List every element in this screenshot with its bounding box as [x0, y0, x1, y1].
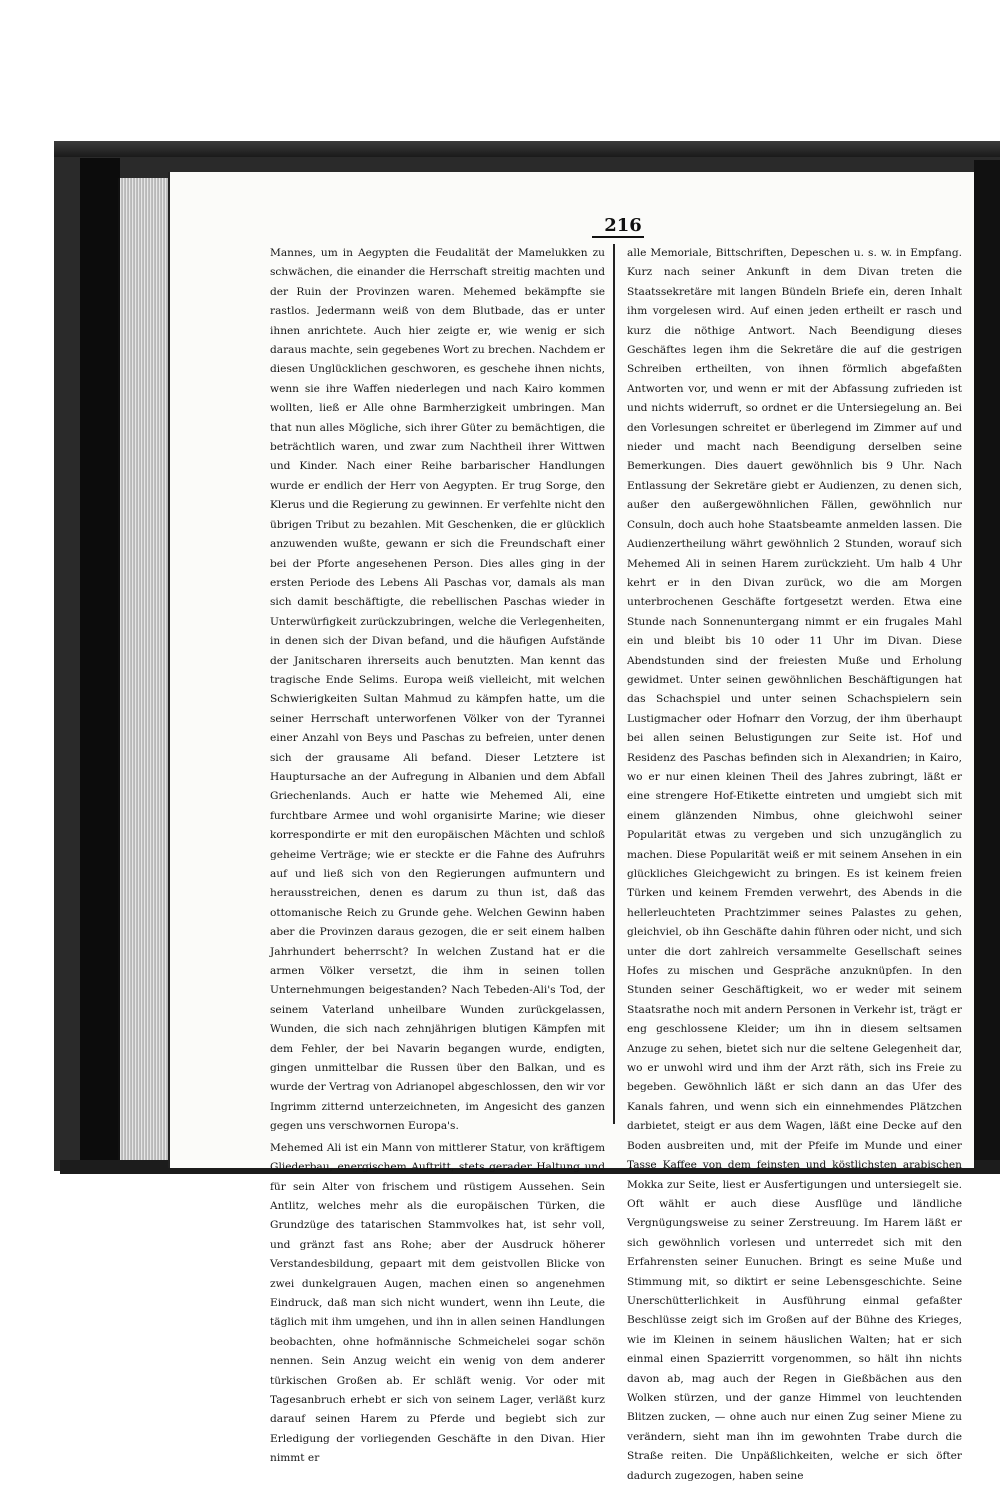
- column-divider: [613, 244, 615, 1124]
- right-paragraph-1: alle Memoriale, Bittschriften, Depeschen u. s. w. in Empfang. Kurz nach seiner Ankunft in dem Divan treten die Staatssekretäre mit langen Bündeln Briefe ein, deren Inhalt ihm vorgelesen wird. Auf einen jeden ertheilt er rasch und kurz die nöthige Antwort. Nach Beendigung dieses Geschäftes legen ihm die Sekretäre die auf die gestrigen Schreiben ertheilten, von ihnen förmlich abgefaßten Antworten vor, und wenn er mit der Abfassung zufrieden ist und nichts widerruft, so ordnet er die Untersiegelung an. Bei den Vorlesungen schreitet er überlegend im Zimmer auf und nieder und macht nach Beendigung derselben seine Bemerkungen. Dies dauert gewöhnlich bis 9 Uhr. Nach Entlassung der Sekretäre giebt er Audienzen, zu denen sich, außer den außergewöhnlichen Fällen, gewöhnlich nur Consuln, doch auch hohe Staatsbeamte anmelden lassen. Die Audienzertheilung währt gewöhnlich 2 Stunden, worauf sich Mehemed Ali in seinen Harem zurückzieht. Um halb 4 Uhr kehrt er in den Divan zurück, wo die am Morgen unterbrochenen Geschäfte fortgesetzt werden. Etwa eine Stunde nach Sonnenuntergang nimmt er ein frugales Mahl ein und bleibt bis 10 oder 11 Uhr im Divan. Diese Abendstunden sind der freiesten Muße und Erholung gewidmet. Unter seinen gewöhnlichen Beschäftigungen hat das Schachspiel und unter seinen Schachspielern sein Lustigmacher oder Hofnarr den Vorzug, der ihm überhaupt bei allen seinen Belustigungen zur Seite ist. Hof und Residenz des Paschas befinden sich in Alexandrien; in Kairo, wo er nur einen kleinen Theil des Jahres zubringt, läßt er eine strengere Hof-Etikette eintreten und umgiebt sich mit einem glänzenden Nimbus, ohne gleichwohl seiner Popularität etwas zu vergeben und sich unzugänglich zu machen. Diese Popularität weiß er mit seinem Ansehen in ein glückliches Gleichgewicht zu bringen. Es ist keinem freien Türken und keinem Fremden verwehrt, des Abends in die hellerleuchteten Prachtzimmer seines Palastes zu gehen, gleichviel, ob ihn Geschäfte dahin führen oder nicht, und sich unter die dort zahlreich versammelte Gesellschaft seines Hofes zu mischen und Gespräche anzuknüpfen. In den Stunden seiner Geschäftigkeit, wo er weder mit seinem Staatsrathe noch mit andern Personen in Verkehr ist, trägt er eng geschlossene Kleider; um ihn in diesem seltsamen Anzuge zu sehen, bietet sich nur die seltene Gelegenheit dar, wo er unwohl wird und ihm der Arzt räth, sich ins Freie zu begeben. Gewöhnlich läßt er sich dann an das Ufer des Kanals fahren, und wenn sich ein einnehmendes Plätzchen darbietet, steigt er aus dem Wagen, läßt eine Decke auf den Boden ausbreiten und, mit der Pfeife im Munde und einer Tasse Kaffee von dem feinsten und köstlichsten arabischen Mokka zur Seite, liest er Ausfertigungen und untersiegelt sie. Oft wählt er auch diese Ausflüge und ländliche Vergnügungsweise zu seiner Zerstreuung. Im Harem läßt er sich gewöhnlich vorlesen und unterredet sich mit den Erfahrensten seiner Eunuchen. Bringt es seine Muße und Stimmung mit, so diktirt er seine Lebensgeschichte. Seine Unerschütterlichkeit in Ausführung einmal gefaßter Beschlüsse zeigt sich im Großen auf der Bühne des Krieges, wie im Kleinen in seinem häuslichen Walten; hat er sich einmal einen Spazierritt vorgenommen, so hält ihn nichts davon ab, mag auch der Regen in Gießbächen aus den Wolken stürzen, und der ganze Himmel von leuchtenden Blitzen zucken, — ohne auch nur einen Zug seiner Miene zu verändern, sieht man ihn im gewohnten Trabe durch die Straße reiten. Die Unpäßlichkeiten, welche er sich öfter dadurch zugezogen, haben seine: [627, 247, 962, 1482]
- book-spine: [80, 158, 120, 1170]
- right-shadow: [974, 160, 1000, 1172]
- scan-top-edge: [54, 141, 1000, 157]
- page-edges: [118, 178, 170, 1168]
- header-rule: [592, 236, 644, 238]
- left-paragraph-1: Mannes, um in Aegypten die Feudalität der Mamelukken zu schwächen, die einander die Herrschaft streitig machten und der Ruin der Provinzen waren. Mehemed bekämpfte sie rastlos. Jedermann weiß von dem Blutbade, das er unter ihnen anrichtete. Auch hier zeigte er, wie wenig er sich daraus machte, sein gegebenes Wort zu brechen. Nachdem er diesen Unglücklichen geschworen, es geschehe ihnen nichts, wenn sie ihre Waffen niederlegen und nach Kairo kommen wollten, ließ er Alle ohne Barmherzigkeit umbringen. Man that nun alles Mögliche, sich ihrer Güter zu bemächtigen, die beträchtlich waren, und zwar zum Nachtheil ihrer Wittwen und Kinder. Nach einer Reihe barbarischer Handlungen wurde er endlich der Herr von Aegypten. Er trug Sorge, den Klerus und die Regierung zu gewinnen. Er verfehlte nicht den übrigen Tribut zu bezahlen. Mit Geschenken, die er glücklich anzuwenden wußte, gewann er sich die Freundschaft einer bei der Pforte angesehenen Person. Dies alles ging in der ersten Periode des Lebens Ali Paschas vor, damals als man sich damit beschäftigte, die rebellischen Paschas wieder in Unterwürfigkeit zurückzubringen, welche die Verlegenheiten, in denen sich der Divan befand, und die häufigen Aufstände der Janitscharen ihrerseits auch benutzten. Man kennt das tragische Ende Selims. Europa weiß vielleicht, mit welchen Schwierigkeiten Sultan Mahmud zu kämpfen hatte, um die seiner Herrschaft unterworfenen Völker von der Tyrannei einer Anzahl von Beys und Paschas zu befreien, unter denen sich der grausame Ali befand. Dieser Letztere ist Hauptursache an der Aufregung in Albanien und dem Abfall Griechenlands. Auch er hatte wie Mehemed Ali, eine furchtbare Armee und wohl organisirte Marine; wie dieser korrespondirte er mit den europäischen Mächten und schloß geheime Verträge; wie er steckte er die Fahne des Aufruhrs auf und ließ sich von den Regierungen aufmuntern und herausstreichen, denen es darum zu thun ist, daß das ottomanische Reich zu Grunde gehe. Welchen Gewinn haben aber die Provinzen daraus gezogen, die er seit einem halben Jahrhundert beherrscht? In welchen Zustand hat er die armen Völker versetzt, die ihm in seinen tollen Unternehmungen beigestanden? Nach Tebeden-Ali's Tod, der seinem Vaterland unheilbare Wunden zurückgelassen, Wunden, die sich nach zehnjährigen blutigen Kämpfen mit dem Fehler, der bei Navarin begangen wurde, endigten, gingen unmittelbar die Russen über den Balkan, und es wurde der Vertrag von Adrianopel abgeschlossen, den wir vor Ingrimm zitternd unterzeichneten, im Angesicht des ganzen gegen uns verschwornen Europa's.: [270, 247, 605, 1133]
- left-paragraph-2: Mehemed Ali ist ein Mann von mittlerer Statur, von kräftigem Gliederbau, energischem Auftritt, stets gerader Haltung und für sein Alter von frischem und rüstigem Aussehen. Sein Antlitz, welches mehr als die europäischen Türken, die Grundzüge des tatarischen Stammvolkes hat, ist sehr voll, und gränzt fast ans Rohe; aber der Ausdruck höherer Verstandesbildung, gepaart mit dem geistvollen Blicke von zwei dunkelgrauen Augen, machen einen so angenehmen Eindruck, daß man sich nicht wundert, wenn ihn Leute, die täglich mit ihm umgehen, und ihn in allen seinen Handlungen beobachten, ohne hofmännische Schmeichelei sogar schön nennen. Sein Anzug weicht ein wenig von dem anderer türkischen Großen ab. Er schläft wenig. Vor oder mit Tagesanbruch erhebt er sich von seinem Lager, verläßt kurz darauf seinen Harem zu Pferde und begiebt sich zur Erledigung der vorliegenden Geschäfte in den Divan. Hier nimmt er: [270, 1141, 605, 1465]
- left-column: [270, 244, 605, 1469]
- right-column: [627, 244, 962, 1486]
- page-number: 216: [604, 215, 642, 236]
